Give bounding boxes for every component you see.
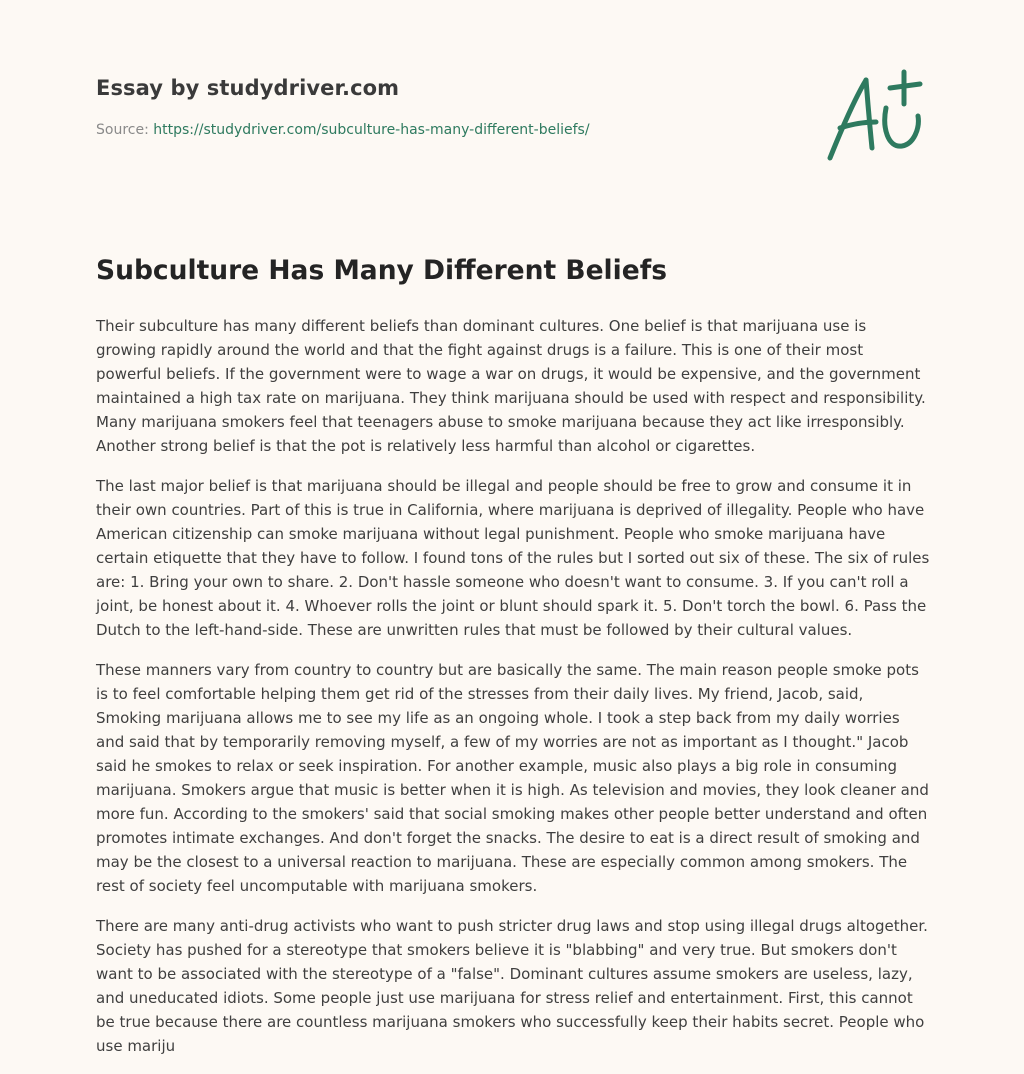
essay-paragraph: There are many anti-drug activists who want to push stricter drug laws and stop using illegal drugs altogether. Society has pushed for a stereotype that smokers believe it is "blabbing" and very true. But smokers don't want to be associated with the stereotype of a "false". Dominant cultures assume smokers are useless, lazy, and uneducated idiots. Some people just use marijuana for stress relief and entertainment. First, this cannot be true because there are countless marijuana smokers who successfully keep their habits secret. People who use mariju: [96, 917, 928, 1055]
essay-paragraph: Their subculture has many different beliefs than dominant cultures. One belief is that marijuana use is growing rapidly around the world and that the fight against drugs is a failure. This is one of their most powerful beliefs. If the government were to wage a war on drugs, it would be expensive, and the government maintained a high tax rate on marijuana. They think marijuana should be used with respect and responsibility. Many marijuana smokers feel that teenagers abuse to smoke marijuana because they act like irresponsibly. Another strong belief is that the pot is relatively less harmful than alcohol or cigarettes.: [96, 317, 926, 455]
essay-paragraph: These manners vary from country to country but are basically the same. The main reason people smoke pots is to feel comfortable helping them get rid of the stresses from their daily lives. My friend, Jacob, said, Smoking marijuana allows me to see my life as an ongoing whole. I took a step back from my daily worries and said that by temporarily removing myself, a few of my worries are not as important as I thought." Jacob said he smokes to relax or seek inspiration. For another example, music also plays a big role in consuming marijuana. Smokers argue that music is better when it is high. As television and movies, they look cleaner and more fun. According to the smokers' said that social smoking makes other people better understand and often promotes intimate exchanges. And don't forget the snacks. The desire to eat is a direct result of smoking and may be the closest to a universal reaction to marijuana. These are especially common among smokers. The rest of society feel uncomputable with marijuana smokers.: [96, 661, 929, 895]
a-plus-logo-icon: [818, 66, 930, 166]
source-link[interactable]: https://studydriver.com/subculture-has-many-different-beliefs/: [153, 122, 590, 138]
page-header: [96, 76, 936, 138]
essay-body: [96, 314, 930, 1074]
essay-paragraph: The last major belief is that marijuana should be illegal and people should be free to grow and consume it in their own countries. Part of this is true in California, where marijuana is deprived of illegality. People who have American citizenship can smoke marijuana without legal punishment. People who smoke marijuana have certain etiquette that they have to follow. I found tons of the rules but I sorted out six of these. The six of rules are: 1. Bring your own to share. 2. Don't hassle someone who doesn't want to consume. 3. If you can't roll a joint, be honest about it. 4. Whoever rolls the joint or blunt should spark it. 5. Don't torch the bowl. 6. Pass the Dutch to the left-hand-side. These are unwritten rules that must be followed by their cultural values.: [96, 477, 930, 639]
source-label: Source:: [96, 122, 154, 138]
site-title: Essay by studydriver.com: [96, 76, 400, 100]
source-line: [96, 122, 936, 138]
essay-title: Subculture Has Many Different Beliefs: [96, 255, 667, 286]
